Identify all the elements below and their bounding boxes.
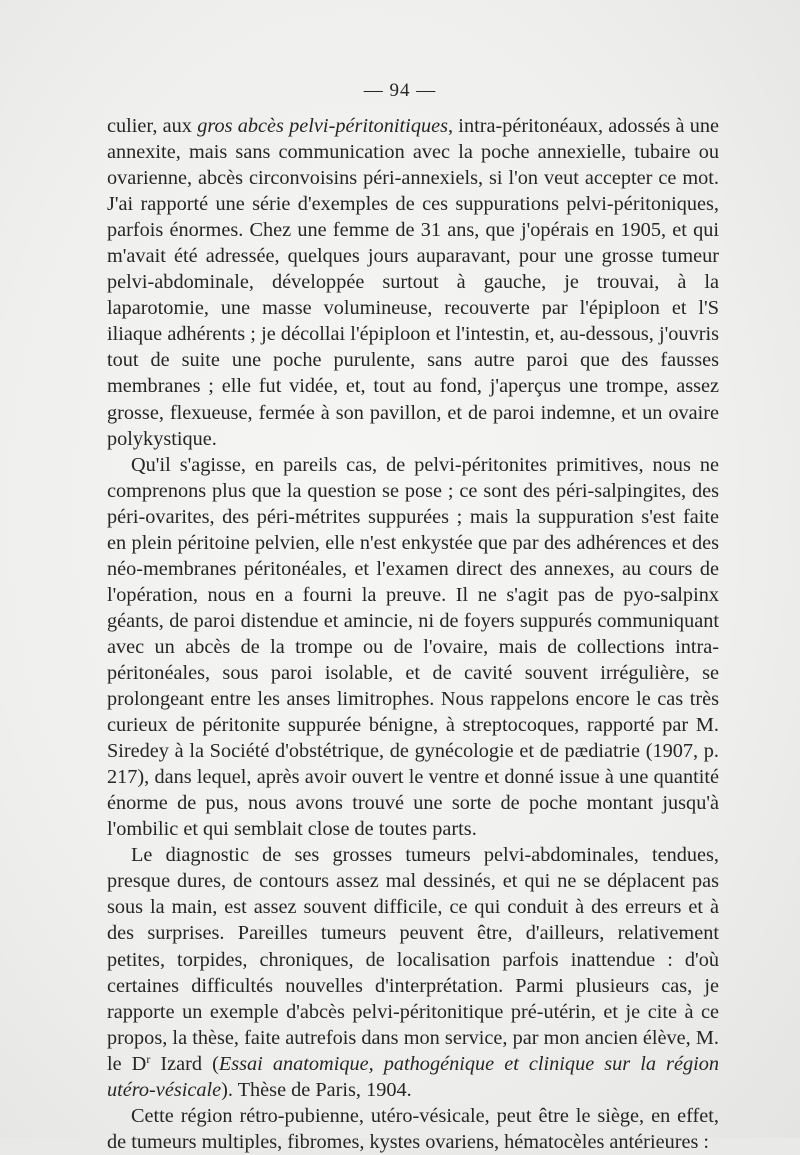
text-run: Izard ( [150, 1052, 219, 1075]
paragraph-3 [107, 842, 719, 1102]
italic-text: Essai anatomique, pathogénique et clinique sur la région utéro-vésicale [107, 1052, 720, 1101]
text-run: culier, aux [107, 115, 198, 137]
text-run: Qu'il s'agisse, en pareils cas, de pelvi-péritonites primitives, nous ne comprenons plus que la question se pose ; ce sont des péri-salpingites, des péri-ovarites, des péri-métrites suppurées ; mais la suppuration s'est faite en plein péritoine pelvien, elle n'est enkystée que par des adhérences et des néo-membranes péritonéales, et l'examen direct des annexes, au cours de l'opération, nous en a fourni la preuve. Il ne s'agit pas de pyo-salpinx géants, de paroi distendue et amincie, ni de foyers suppurés communiquant avec un abcès de la trompe ou de l'ovaire, mais de collections intra-péritonéales, sous paroi isolable, et de cavité souvent irrégulière, se prolongeant entre les anses limitrophes. Nous rappelons encore le cas très curieux de péritonite suppurée bénigne, à streptocoques, rapporté par M. Siredey à la Société d'obstétrique, de gynécologie et de pædiatrie (1907, p. 217), dans lequel, après avoir ouvert le ventre et donné issue à une quantité énorme de pus, nous avons trouvé une sorte de poche montant jusqu'à l'ombilic et qui semblait close de toutes parts. [107, 453, 719, 841]
paragraph-1 [107, 113, 719, 452]
text-run: , intra-péritonéaux, adossés à une annexite, mais sans communication avec la poche annexielle, tubaire ou ovarienne, abcès circonvoisins péri-annexiels, si l'on veut accepter ce mot. J'ai rapporté une série d'exemples de ces suppurations pelvi-péritoniques, parfois énormes. Chez une femme de 31 ans, que j'opérais en 1905, et qui m'avait été adressée, quelques jours auparavant, pour une grosse tumeur pelvi-abdominale, développée surtout à gauche, je trouvai, à la laparotomie, une masse volumineuse, recouverte par l'épiploon et l'S iliaque adhérents ; je décollai l'épiploon et l'intestin, et, au-dessous, j'ouvris tout de suite une poche purulente, sans autre paroi que des fausses membranes ; elle fut vidée, et, tout au fond, j'aperçus une trompe, assez grosse, flexueuse, fermée à son pavillon, et de paroi indemne, et un ovaire polykystique. [107, 115, 719, 450]
text-run: Le diagnostic de ses grosses tumeurs pelvi-abdominales, tendues, presque dures, de contours assez mal dessinés, et qui ne se déplacent pas sous la main, est assez souvent difficile, ce qui conduit à des erreurs et à des surprises. Pareilles tumeurs peuvent être, d'ailleurs, relativement petites, torpides, chroniques, de localisation parfois inattendue : d'où certaines difficultés nouvelles d'interprétation. Parmi plusieurs cas, je rapporte un exemple d'abcès pelvi-péritonitique pré-utérin, et je cite à ce propos, la thèse, faite autrefois dans mon service, par mon ancien élève, M. le D [107, 844, 719, 1075]
body-text [107, 113, 719, 1155]
paragraph-4 [107, 1103, 719, 1155]
text-run: Cette région rétro-pubienne, utéro-vésicale, peut être le siège, en effet, de tumeurs multiples, fibromes, kystes ovariens, hématocèles antérieures : [107, 1104, 719, 1153]
paragraph-2 [107, 452, 719, 843]
superscript-text: r [146, 1051, 151, 1066]
page-number: — 94 — [363, 80, 437, 101]
text-run: ). Thèse de Paris, 1904. [221, 1078, 412, 1101]
italic-text: gros abcès pelvi-péritonitiques [197, 115, 448, 137]
